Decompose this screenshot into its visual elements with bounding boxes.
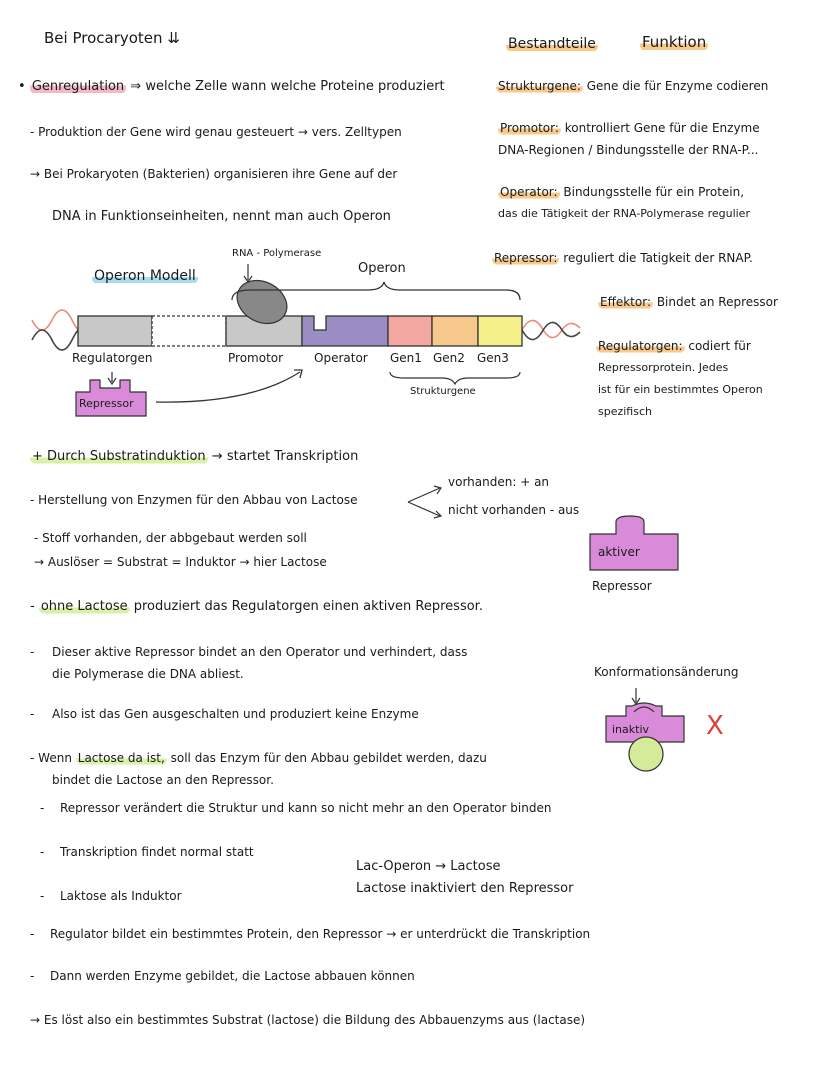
vorhanden-text: vorhanden: + an	[448, 475, 550, 489]
prokaryoten-line: → Bei Prokaryoten (Bakterien) organisieren ihre Gene auf der	[30, 167, 398, 181]
laktose-induktor-marker: -	[40, 889, 45, 903]
aktiver-repressor-caption: Repressor	[592, 579, 652, 593]
lactose-ball	[629, 737, 663, 771]
konformation-arrow	[632, 688, 640, 704]
dieser-line-marker: -	[30, 645, 35, 659]
repressor-veraendert-line: Repressor verändert die Struktur und kann so nicht mehr an den Operator binden	[60, 801, 552, 815]
transkription-line: Transkription findet normal statt	[60, 845, 254, 859]
substratinduktion-text: → startet Transkription	[211, 449, 359, 464]
es-loest-line: → Es löst also ein bestimmtes Substrat (lactose) die Bildung des Abbauenzyms aus (lactase)	[30, 1013, 586, 1027]
promotor-label: Promotor	[228, 351, 284, 365]
operator-definition-2: das die Tätigkeit der RNA-Polymerase regulier	[498, 207, 750, 220]
genregulation-text: ⇒ welche Zelle wann welche Proteine produziert	[130, 79, 445, 94]
branch-arrow	[408, 486, 441, 518]
dna-helix-right-icon	[522, 320, 580, 339]
substratinduktion-term: + Durch Substratinduktion	[32, 449, 206, 464]
ohne-lactose-text: produziert das Regulatorgen einen aktiven Repressor.	[133, 599, 483, 614]
nicht-vorhanden-text: nicht vorhanden - aus	[448, 503, 580, 517]
konformation-label: Konformationsänderung	[594, 665, 739, 679]
regulator-line: Regulator bildet ein bestimmtes Protein, den Repressor → er unterdrückt die Transkription	[50, 927, 591, 941]
substratinduktion-line	[30, 450, 358, 465]
repressor-to-operator-arrow	[156, 370, 302, 402]
promotor-definition-2: DNA-Regionen / Bindungsstelle der RNA-P...	[498, 143, 759, 157]
ohne-lactose-line: - ohne Lactose produziert das Regulatorgen einen aktiven Repressor.	[30, 599, 483, 614]
repressor-label: Repressor	[79, 397, 134, 410]
dieser-line-2: die Polymerase die DNA abliest.	[52, 667, 244, 681]
strukturgene-text: Gene die für Enzyme codieren	[586, 79, 769, 93]
promotor-text: kontrolliert Gene für die Enzyme	[564, 121, 760, 135]
regulatorgen-definition-4: spezifisch	[598, 405, 652, 418]
herstellung-line: - Herstellung von Enzymen für den Abbau von Lactose	[30, 493, 358, 507]
wenn-line-2: bindet die Lactose an den Repressor.	[52, 773, 274, 787]
segment-regulatorgen	[78, 316, 152, 346]
regulatorgen-definition-3: ist für ein bestimmtes Operon	[598, 383, 763, 396]
column-header-funktion: Funktion	[642, 33, 707, 51]
effektor-term: Effektor:	[600, 295, 651, 309]
double-down-arrow-icon: ⇊	[167, 29, 180, 47]
regulator-marker: -	[30, 927, 35, 941]
regulatorgen-definition-2: Repressorprotein. Jedes	[598, 361, 729, 374]
dna-helix-left-icon	[32, 310, 80, 350]
repressor-text: reguliert die Tatigkeit der RNAP.	[563, 251, 753, 265]
also-line-marker: -	[30, 707, 35, 721]
operon-modell-label: Operon Modell	[94, 268, 196, 284]
regulatorgen-arrow	[108, 372, 116, 384]
also-line: Also ist das Gen ausgeschalten und produziert keine Enzyme	[52, 707, 419, 721]
operator-text: Bindungsstelle für ein Protein,	[563, 185, 745, 199]
dann-marker: -	[30, 969, 35, 983]
segment-operator	[302, 316, 388, 346]
rna-polymerase-arrow	[244, 264, 252, 282]
wenn-pre: Wenn	[38, 751, 72, 765]
gen1-label: Gen1	[390, 351, 422, 365]
aktiver-repressor-shape	[590, 516, 678, 570]
page-title-text: Bei Procaryoten	[44, 29, 163, 47]
wenn-line: - Wenn Lactose da ist, soll das Enzym für den Abbau gebildet werden, dazu	[30, 751, 487, 765]
operator-label: Operator	[314, 351, 368, 365]
gen3-label: Gen3	[477, 351, 509, 365]
repressor-term: Repressor:	[494, 251, 558, 265]
wenn-text: soll das Enzym für den Abbau gebildet werden, dazu	[170, 751, 487, 765]
repressor-veraendert-marker: -	[40, 801, 45, 815]
strukturgene-term: Strukturgene:	[498, 79, 581, 93]
wenn-term: Lactose da ist,	[77, 751, 165, 765]
dieser-line-1: Dieser aktive Repressor bindet an den Operator und verhindert, dass	[52, 645, 468, 659]
transkription-marker: -	[40, 845, 45, 859]
strukturgene-brace	[390, 372, 520, 384]
column-header-bestandteile: Bestandteile	[508, 36, 596, 52]
genregulation-term: Genregulation	[31, 79, 125, 94]
segment-spacer	[152, 316, 226, 346]
regulatorgen-term: Regulatorgen:	[598, 339, 683, 353]
segment-gen1	[388, 316, 432, 346]
strukturgene-label: Strukturgene	[410, 386, 476, 397]
rna-polymerase-label: RNA - Polymerase	[232, 248, 322, 259]
gen2-label: Gen2	[433, 351, 465, 365]
lac-operon-line: Lac-Operon → Lactose	[356, 859, 501, 874]
promotor-term: Promotor:	[500, 121, 559, 135]
segment-gen3	[478, 316, 522, 346]
dann-line: Dann werden Enzyme gebildet, die Lactose abbauen können	[50, 969, 415, 983]
cross-icon: X	[706, 711, 724, 741]
inaktiv-label: inaktiv	[612, 723, 650, 736]
lactose-inaktiviert-line: Lactose inaktiviert den Repressor	[356, 881, 574, 896]
segment-gen2	[432, 316, 478, 346]
operon-label: Operon	[358, 261, 406, 276]
effektor-text: Bindet an Repressor	[656, 295, 778, 309]
regulatorgen-label: Regulatorgen	[72, 351, 153, 365]
laktose-induktor-line: Laktose als Induktor	[60, 889, 182, 903]
produktion-line: - Produktion der Gene wird genau gesteuert → vers. Zelltypen	[30, 125, 402, 139]
aktiver-label: aktiver	[598, 545, 640, 559]
operator-term: Operator:	[500, 185, 558, 199]
regulatorgen-text: codiert für	[688, 339, 751, 353]
ausloeser-line: → Auslöser = Substrat = Induktor → hier Lactose	[34, 555, 327, 569]
bullet-dot-icon: •	[18, 79, 26, 94]
stoff-line: - Stoff vorhanden, der abbgebaut werden soll	[34, 531, 307, 545]
dna-line: DNA in Funktionseinheiten, nennt man auch Operon	[52, 209, 391, 224]
ohne-lactose-term: ohne Lactose	[40, 599, 128, 614]
